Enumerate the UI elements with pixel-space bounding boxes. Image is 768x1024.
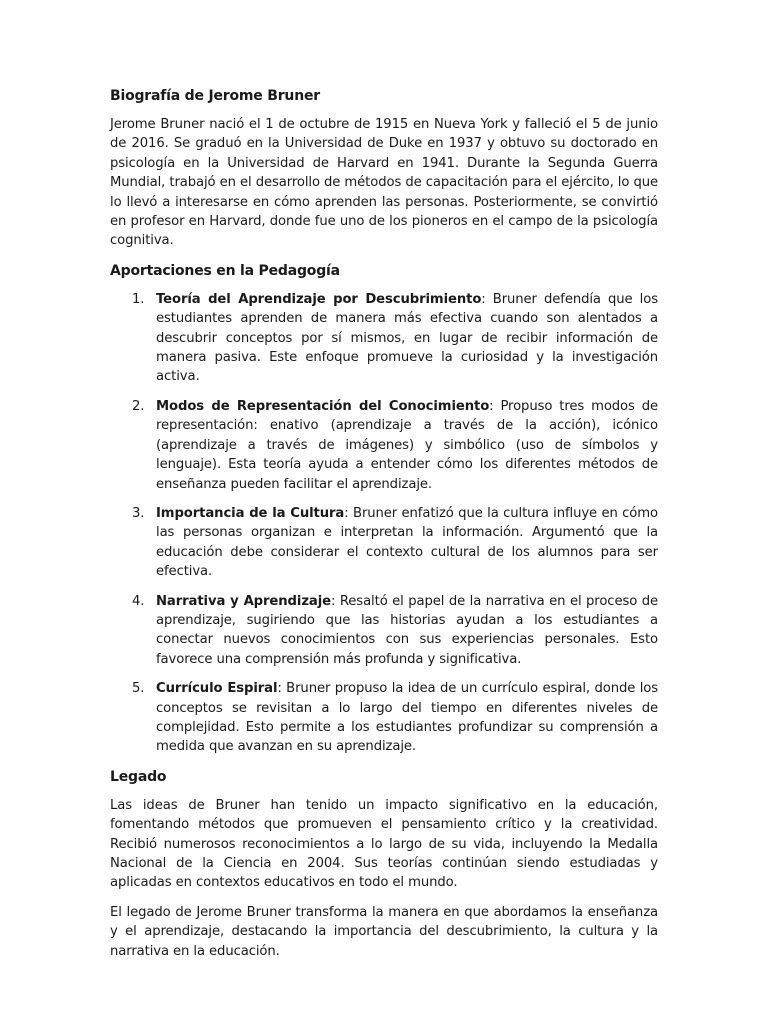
list-number: 1. [132,291,145,307]
contribution-term: Narrativa y Aprendizaje [156,593,331,609]
contribution-text: : Propuso tres modos de representación: enativo (aprendizaje a través de la acción), icónico (aprendizaje a través de imágenes) y simbólico (uso de símbolos y lenguaje). Esta teoría ayuda a entender cómo los diferentes métodos de enseñanza pueden facilitar el aprendizaje. [156,398,659,492]
contribution-term: Modos de Representación del Conocimiento [156,398,490,414]
contribution-text: : Resaltó el papel de la narrativa en el proceso de aprendizaje, sugiriendo que las historias ayudan a los estudiantes a conectar nuevos conocimientos con sus experiencias personales. Esto favorece una comprensión más profunda y significativa. [156,593,659,667]
list-number: 5. [132,681,145,697]
contribution-text: : Bruner enfatizó que la cultura influye en cómo las personas organizan e interpretan la información. Argumentó que la educación debe considerar el contexto cultural de los alumnos para ser efectiva. [156,505,658,580]
document-page [110,84,658,971]
legacy-paragraph: Las ideas de Bruner han tenido un impacto significativo en la educación, fomentando métodos que promueven el pensamiento crítico y la creatividad. Recibió numerosos reconocimientos a lo largo de su vida, incluyendo la Medalla Nacional de la Ciencia en 2004. Sus teorías continúan siendo estudiadas y aplicadas en contextos educativos en todo el mundo. [110,797,658,891]
legacy-heading: Legado [110,768,167,785]
list-number: 3. [132,505,145,521]
contribution-term: Teoría del Aprendizaje por Descubrimiento [156,291,482,307]
contribution-text: : Bruner propuso la idea de un currículo espiral, donde los conceptos se revisitan a lo largo del tiempo en diferentes niveles de complejidad. Esto permite a los estudiantes profundizar su comprensión a medida que avanzan en su aprendizaje. [156,681,658,755]
contribution-item [110,679,658,757]
contributions-list [110,290,658,757]
contribution-item [110,397,658,494]
bio-paragraph: Jerome Bruner nació el 1 de octubre de 1915 en Nueva York y falleció el 5 de junio de 2016. Se graduó en la Universidad de Duke en 1937 y obtuvo su doctorado en psicología en la Universidad de Harvard en 1941. Durante la Segunda Guerra Mundial, trabajó en el desarrollo de métodos de capacitación para el ejército, lo que lo llevó a interesarse en cómo aprenden las personas. Posteriormente, se convirtió en profesor en Harvard, donde fue uno de los pioneros en el campo de la psicología cognitiva. [110,117,658,249]
list-number: 4. [132,593,145,609]
document-title: Biografía de Jerome Bruner [110,88,320,104]
list-number: 2. [132,398,145,414]
contribution-item [110,504,658,582]
contributions-heading: Aportaciones en la Pedagogía [110,262,340,279]
contribution-text: : Bruner defendía que los estudiantes aprenden de manera más efectiva cuando son alentados a descubrir conceptos por sí mismos, en lugar de recibir información de manera pasiva. Este enfoque promueve la curiosidad y la investigación activa. [156,291,658,385]
contribution-item [110,592,658,670]
contribution-term: Currículo Espiral [156,681,278,697]
contribution-item [110,290,658,387]
contribution-term: Importancia de la Cultura [156,505,345,521]
legacy-closing-paragraph: El legado de Jerome Bruner transforma la manera en que abordamos la enseñanza y el aprendizaje, destacando la importancia del descubrimiento, la cultura y la narrativa en la educación. [110,904,658,959]
